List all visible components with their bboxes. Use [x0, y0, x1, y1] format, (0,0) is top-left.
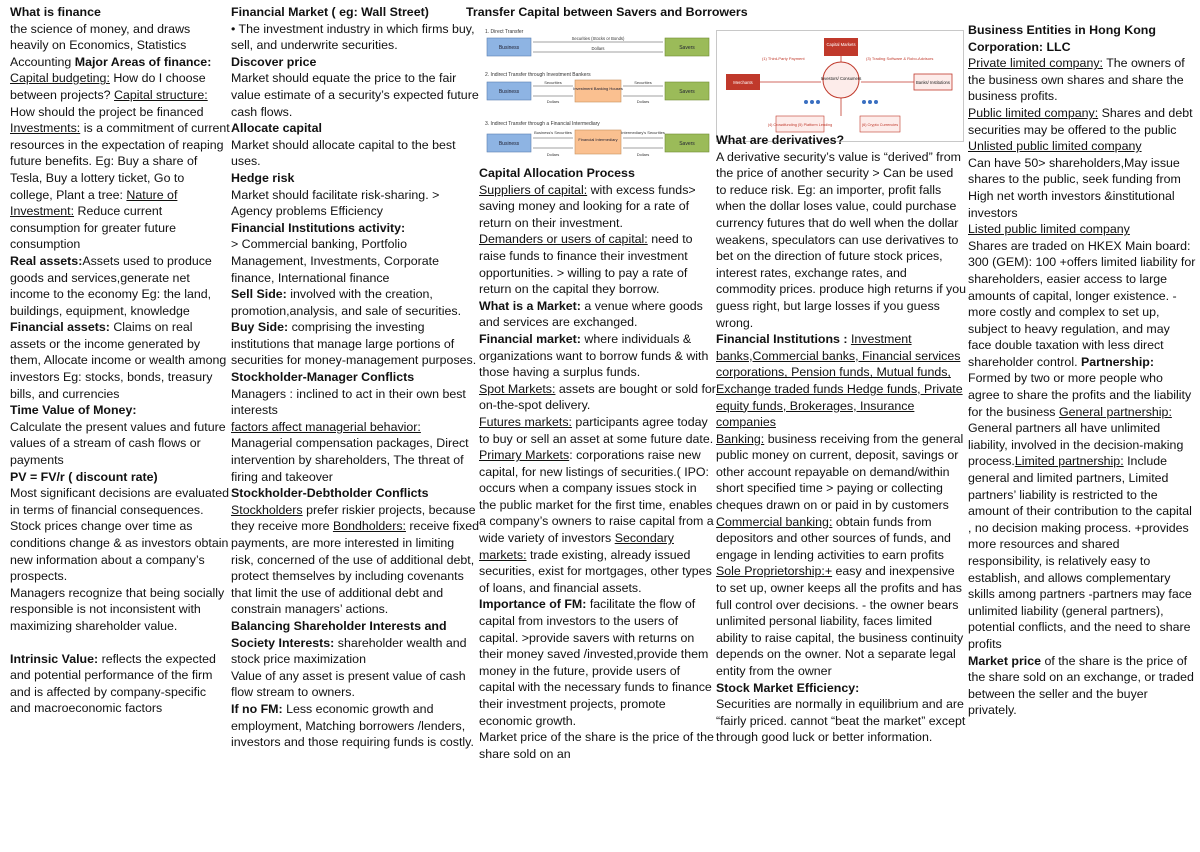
business-label-2: Business: [498, 89, 520, 95]
hedge-risk-title: Hedge risk: [231, 170, 295, 185]
no-fm-text: Less economic growth and employment, Matching borrowers /lenders, investors and those requiring funds is costly.: [231, 701, 474, 750]
major-areas-label: Major Areas of finance:: [74, 54, 212, 69]
sell-side-label: Sell Side:: [231, 287, 287, 302]
private-limited-text: The owners of the business own shares and share the business profits.: [968, 56, 1185, 104]
sell-side-text: involved with the creation, promotion,analysis, and sale of securities.: [231, 287, 462, 318]
sme-title: Stock Market Efficiency:: [716, 680, 860, 695]
value-text: Value of any asset is present value of cash flow stream to owners.: [231, 668, 466, 700]
row1-caption: 1. Direct Transfer: [485, 29, 524, 35]
finance-title: What is finance: [10, 5, 101, 19]
importance-fm-label: Importance of FM:: [479, 597, 587, 612]
column-4: [716, 4, 966, 852]
fi-list: Investment banks,Commercial banks, Financial services corporations, Pension funds, Mutual funds, Exchange traded funds Hedge funds, Private equity funds, Brokerages, Insurance companies: [716, 332, 963, 430]
fi-label: Financial Institutions :: [716, 332, 848, 347]
no-fm-label: If no FM:: [231, 701, 283, 716]
futures-label: Futures markets:: [479, 414, 572, 429]
financial-assets-label: Financial assets:: [10, 320, 110, 335]
financial-market-title: Financial Market ( eg: Wall Street): [231, 5, 429, 19]
stock-prices-text: Stock prices change over time as conditions change & as investors obtain new information about a company’s prospects.: [10, 519, 229, 584]
discover-price-text: Market should equate the price to the fair value estimate of a security’s expected future cash flows.: [231, 71, 479, 119]
crowdfunding-label: (4) Crowdfunding (5) Platform Lending: [767, 123, 833, 127]
buy-side-text: comprising the investing institutions that manage large portions of securities for money-management purposes.: [231, 320, 477, 368]
sd-conflicts-title: Stockholder-Debtholder Conflicts: [231, 486, 429, 501]
dollars-label-1: Dollars: [591, 46, 605, 51]
discover-price-title: Discover price: [231, 54, 317, 69]
row2-caption: 2. Indirect Transfer through Investment Bankers: [485, 72, 591, 78]
primary-markets-label: Primary Markets: [479, 448, 570, 463]
dollars-label-2b: Dollars: [636, 99, 650, 104]
demanders-label: Demanders or users of capital:: [479, 232, 648, 247]
column-1: [10, 4, 230, 717]
factors-text: Managerial compensation packages, Direct intervention by shareholders, The threat of firing and takeover: [231, 436, 469, 484]
bondholders-text: receive fixed payments, are more interested in limiting risk, concerned of the use of additional debt, protect themselves by including covenants that limit the use of additional debt and constrain managers’ actions.: [231, 519, 479, 617]
balancing-title: Balancing Shareholder Interests and Society Interests:: [231, 618, 447, 650]
primary-markets-text: : corporations raise new capital, for new listings of securities.( IPO: occurs when a company issues stock in the public market for the first time, enables a company’s owners to raise capital from a wide variety of investors: [479, 448, 714, 546]
intrinsic-value-label: Intrinsic Value:: [10, 651, 99, 666]
column-3-text: [479, 165, 716, 762]
capital-markets-label: Capital Markets: [826, 42, 856, 47]
suppliers-label: Suppliers of capital:: [479, 182, 588, 197]
merchants-label: Merchants: [733, 80, 753, 85]
suppliers-text: with excess funds> saving money and looking for a rate of return on their investment.: [479, 182, 696, 230]
partnership-text: Formed by two or more people who agree to share the profits and the liability for the business: [968, 371, 1192, 419]
column-5: [968, 22, 1196, 719]
commercial-banking-text: obtain funds from depositors and other sources of funds, and engage in lending activities to earn profits: [716, 514, 951, 562]
column-3: [479, 4, 716, 852]
banks-label: Banks/ Institutions: [916, 80, 950, 85]
nature-investment-label: Nature of Investment:: [10, 187, 178, 219]
banking-text: business receiving from the general public money on current, deposit, savings or other account repayable on demand/within short specified time > paying or collecting cheques drawn on or paid in by customers: [716, 431, 964, 513]
market-price-text: of the share is the price of the share sold on an exchange, or traded between the seller and the buyer privately.: [968, 653, 1194, 718]
sole-prop-label: Sole Proprietorship:+: [716, 564, 833, 579]
savers-label-3: Savers: [679, 141, 695, 147]
intermediary-securities-label: Intermediary’s Securities: [621, 130, 665, 135]
market-label: What is a Market:: [479, 298, 581, 313]
fintech-diagram: [716, 30, 964, 142]
spot-markets-label: Spot Markets:: [479, 381, 556, 396]
investors-label: Investors/ Consumers: [820, 76, 862, 81]
crypto-label: (6) Crypto Currencies: [861, 123, 899, 127]
ib-label: Investment Banking Houses: [573, 86, 623, 91]
column-4-text: [716, 132, 966, 746]
market-text: a venue where goods and services are exchanged.: [479, 298, 703, 330]
market-price-text-c3: Market price of the share is the price of the share sold on an: [479, 730, 714, 761]
capital-structure-text: How should the project be financed: [10, 104, 204, 119]
futures-text: participants agree today to buy or sell an asset at some future date.: [479, 414, 714, 446]
ib-box: [575, 80, 621, 102]
factors-label: factors affect managerial behavior:: [231, 419, 421, 434]
capital-allocation-title: Capital Allocation Process: [479, 166, 635, 180]
public-limited-text: Shares and debt securities may be offered to the public: [968, 105, 1193, 137]
unlisted-label: Unlisted public limited company: [968, 139, 1142, 154]
hedge-risk-text: Market should facilitate risk-sharing. > Agency problems Efficiency: [231, 187, 440, 219]
limited-partnership-text: Include general and limited partners, Limited partners’ liability is restricted to the amount of their contribution to the capital , no decision making process. +provides more resources and shared responsibility, is relatively easy to establish, and allows complementary skills among partners -partners may face unlimited liability (general partners), potential conflicts, and the need to share profits: [968, 454, 1192, 651]
business-securities-label: Business’s Securities: [534, 130, 572, 135]
securities-label-2a: Securities: [544, 80, 562, 85]
listed-label: Listed public limited company: [968, 222, 1130, 237]
market-price-label: Market price: [968, 653, 1042, 668]
transfer-capital-figure: [479, 4, 716, 164]
financial-market-def: where individuals & organizations want to borrow funds & with those having a surplus funds.: [479, 331, 709, 380]
tvm-text: Calculate the present values and future values of a stream of cash flows or payments: [10, 419, 226, 468]
capital-structure-label: Capital structure:: [114, 87, 208, 102]
pv-text: Most significant decisions are evaluated in terms of financial consequences.: [10, 486, 230, 517]
financial-market-label: Financial market:: [479, 331, 581, 346]
column-2: [231, 4, 479, 751]
investments-text: is a commitment of current resources in the expectation of reaping future benefits. Eg: Buy a share of Tesla, Buy a lottery ticket, Go to college, Plant a tree:: [10, 121, 230, 202]
capital-budgeting-text: How do I choose between projects?: [10, 71, 206, 102]
managers-text: Managers recognize that being socially responsible is not inconsistent with maximizing shareholder value.: [10, 585, 225, 633]
unlisted-text: Can have 50> shareholders,May issue shares to the public, seek funding from High net worth investors &institutional investors: [968, 155, 1181, 220]
real-assets-label: Real assets:: [10, 253, 83, 268]
capital-budgeting-label: Capital budgeting:: [10, 71, 110, 86]
financial-assets-text: Claims on real assets or the income generated by them, Allocate income or wealth among investors Eg: stocks, bonds, treasury bills, and currencies: [10, 320, 227, 401]
fi-activity-title: Financial Institutions activity:: [231, 220, 406, 235]
banking-label: Banking:: [716, 431, 765, 446]
balancing-text: shareholder wealth and stock price maximization: [231, 635, 467, 667]
bondholders-label: Bondholders:: [332, 519, 406, 534]
figure-title: Transfer Capital between Savers and Borrowers: [466, 5, 748, 19]
fi-activity-text: > Commercial banking, Portfolio Management, Investments, Corporate finance, International finance: [231, 237, 439, 285]
general-partnership-text: General partners all have unlimited liability, involved in the decision-making process.: [968, 421, 1184, 469]
buy-side-label: Buy Side:: [231, 320, 289, 335]
listed-text: Shares are traded on HKEX Main board: 300 (GEM): 100 +offers limited liability for shareholders, easier access to large amounts of capital, longer existence. - more costly and complex to set up, subject to heavy regulation, and may face double taxation with less direct shareholder control.: [968, 238, 1196, 369]
business-label-3: Business: [498, 141, 520, 147]
investments-label: Investments:: [10, 121, 81, 136]
dollars-label-2a: Dollars: [546, 99, 560, 104]
pv-formula: PV = FV/r ( discount rate): [10, 469, 158, 484]
capital-markets-box: [824, 38, 858, 56]
importance-fm-text: facilitate the flow of capital from investors to the users of capital. >provide savers with returns on their money saved /invested,provide them money in the future, provide users of capital with the necessary funds to finance their investment projects, promote economic growth.: [479, 597, 712, 728]
private-limited-label: Private limited company:: [968, 56, 1103, 71]
savers-label-1: Savers: [679, 45, 695, 51]
partnership-label: Partnership:: [1080, 354, 1154, 369]
derivatives-text: A derivative security’s value is “derived” from the price of another security > Can be used to reduce risk. Eg: an importer, profit falls when the dollar loses value, could purchase currency futures that do well when the dollar weakens, speculators can use derivatives to bet on the direction of future stock prices, interest rates, exchange rates, and commodity prices. produce high returns if you guess right, but large losses if you guess wrong.: [716, 149, 966, 330]
allocate-capital-text: Market should allocate capital to the best uses.: [231, 137, 456, 169]
securities-label-1: Securities (Stocks or Bonds): [571, 36, 625, 41]
transfer-diagram: [483, 24, 715, 164]
derivatives-title: What are derivatives?: [716, 133, 845, 147]
business-label-1: Business: [498, 45, 520, 51]
sm-conflicts-text: Managers : inclined to act in their own best interests: [231, 386, 466, 418]
intrinsic-value-text: reflects the expected and potential performance of the firm and is affected by company-specific and macroeconomic factors: [10, 651, 216, 716]
fi-label: Financial Intermediary: [578, 137, 618, 142]
dollars-label-3a: Dollars: [546, 152, 560, 157]
tvm-title: Time Value of Money:: [10, 403, 137, 418]
fi-box: [575, 130, 621, 154]
financial-market-text: • The investment industry in which firms buy, sell, and underwrite securities.: [231, 21, 475, 53]
securities-label-2b: Securities: [634, 80, 652, 85]
dollars-label-3b: Dollars: [636, 152, 650, 157]
third-party-label: (1) Third-Party Payment: [762, 56, 805, 61]
real-assets-text: Assets used to produce goods and services,generate net income to the economy Eg: the land, buildings, equipment, knowledge: [10, 253, 212, 318]
allocate-capital-title: Allocate capital: [231, 121, 322, 136]
trading-label: (3) Trading Software & Robo-Advisors: [866, 56, 934, 61]
finance-definition: the science of money, and draws heavily on Economics, Statistics Accounting: [10, 21, 191, 69]
limited-partnership-label: Limited partnership:: [1014, 454, 1124, 469]
spot-markets-text: assets are bought or sold for on-the-spot delivery.: [479, 381, 716, 413]
secondary-markets-label: Secondary markets:: [479, 531, 674, 562]
public-limited-label: Public limited company:: [968, 105, 1099, 120]
sm-conflicts-title: Stockholder-Manager Conflicts: [231, 370, 415, 385]
nature-investment-text: Reduce current consumption for greater future consumption: [10, 204, 176, 252]
secondary-markets-text: trade existing, already issued securities, exist for mortgages, other types of loans, and financial assets.: [479, 547, 712, 595]
general-partnership-label: General partnership:: [1058, 404, 1172, 419]
commercial-banking-label: Commercial banking:: [716, 514, 833, 529]
savers-label-2: Savers: [679, 89, 695, 95]
stockholders-label: Stockholders: [231, 502, 303, 517]
business-entities-title: Business Entities in Hong Kong Corporation: LLC: [968, 23, 1156, 54]
row3-caption: 3. Indirect Transfer through a Financial Intermediary: [485, 121, 600, 127]
stockholders-text: prefer riskier projects, because they receive more: [231, 502, 476, 534]
sole-prop-text: easy and inexpensive to set up, owner keeps all the profits and has full control over decisions. - the owner bears unlimited personal liability, faces limited ability to raise capital, the business continuity depends on the owner. Not a separate legal entity from the owner: [716, 564, 964, 678]
demanders-text: need to raise funds to finance their investment opportunities. > willing to pay a rate of return on the capital they borrow.: [479, 232, 693, 297]
sme-text: Securities are normally in equilibrium and are “fairly priced. cannot “beat the market” except through good luck or better information.: [716, 697, 966, 745]
